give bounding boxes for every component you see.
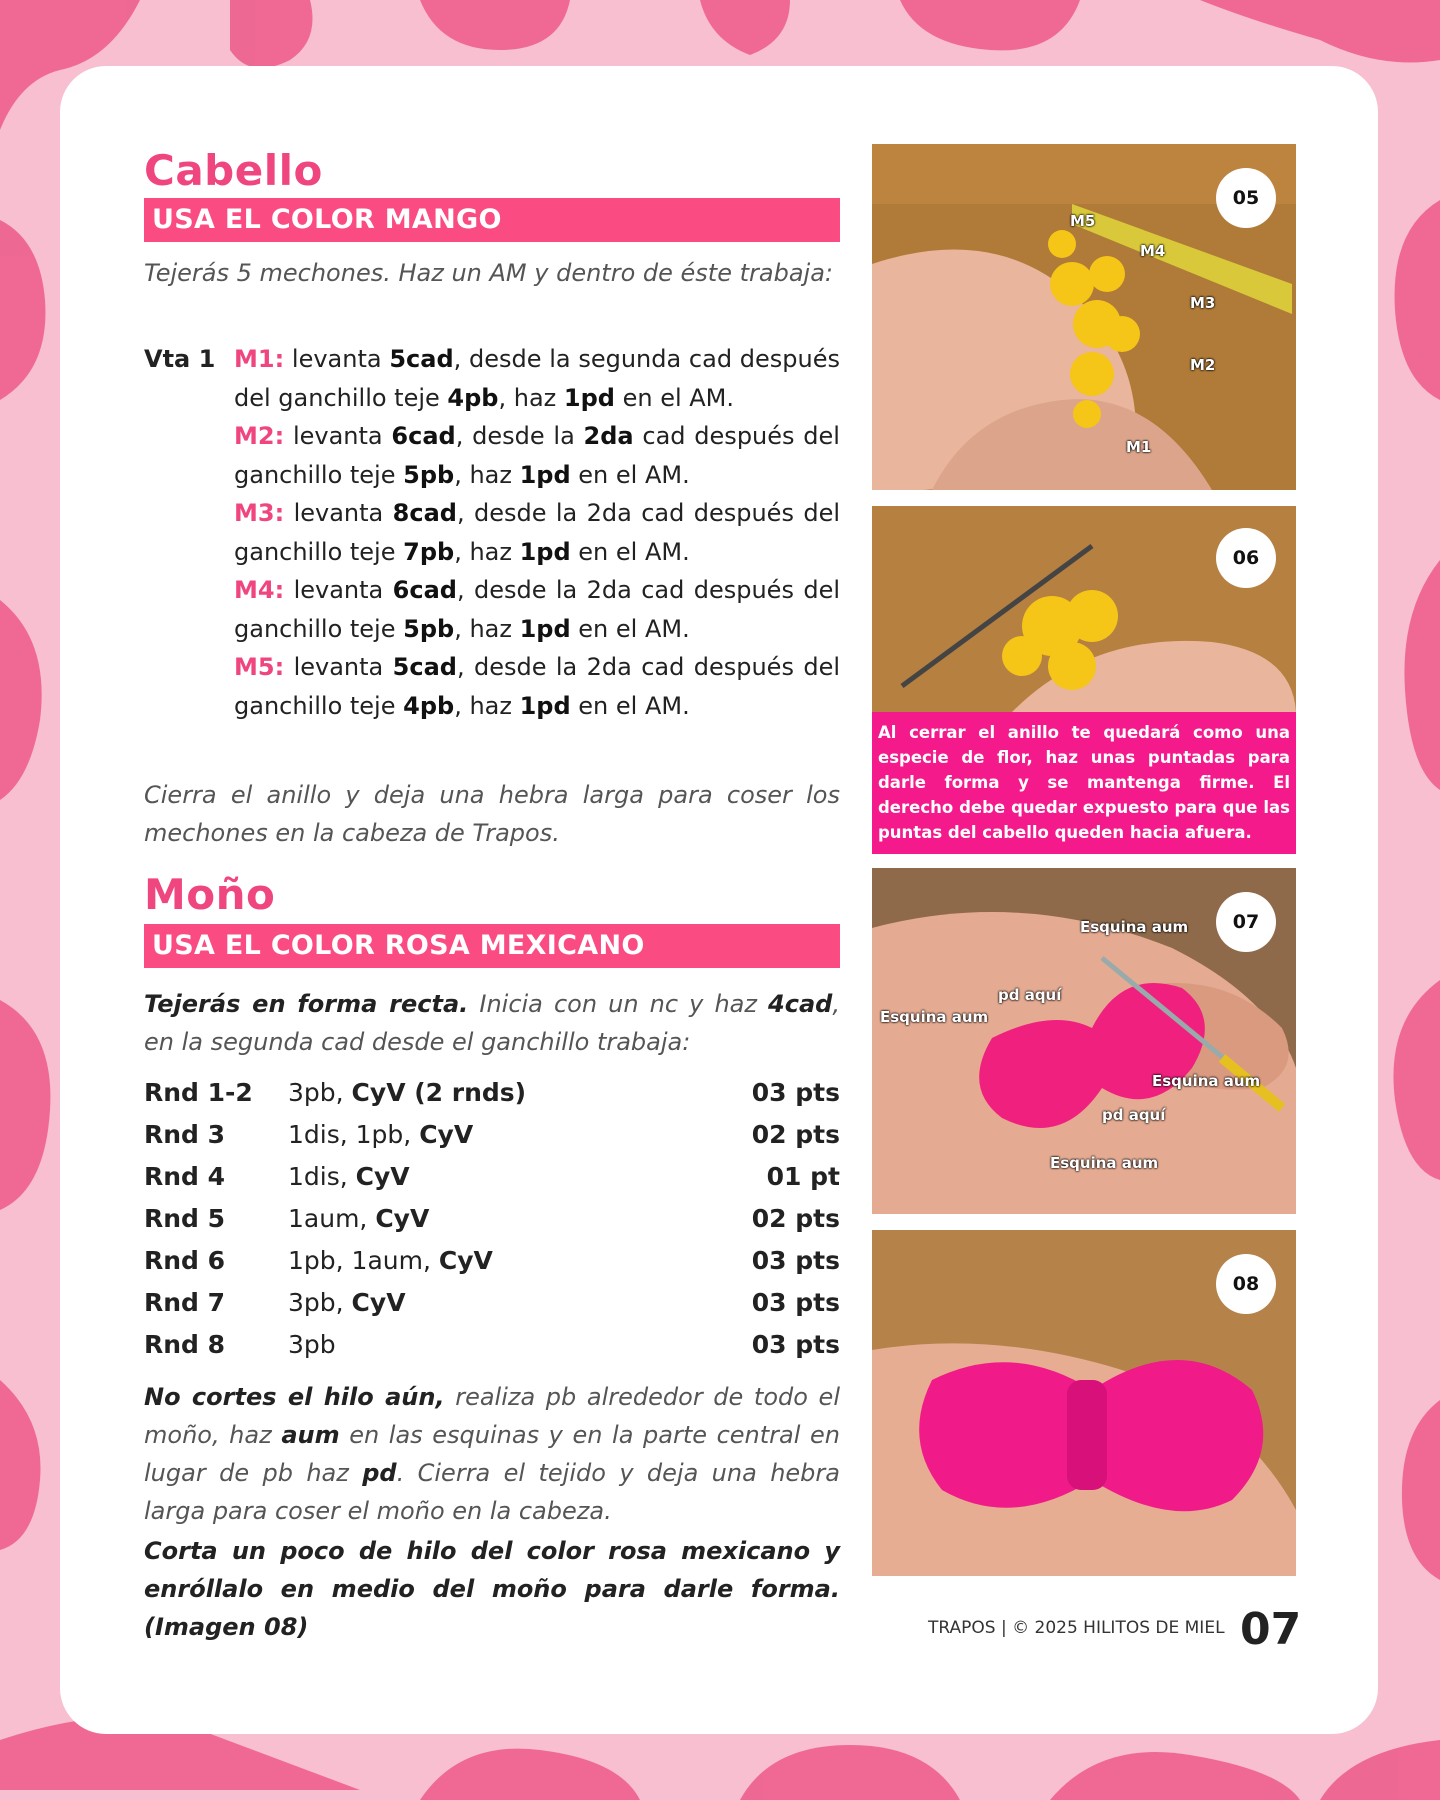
footer-copyright: TRAPOS | © 2025 HILITOS DE MIEL: [928, 1618, 1225, 1638]
photo-06: [872, 506, 1296, 712]
table-row: Rnd 3 1dis, 1pb, CyV 02 pts: [144, 1120, 840, 1149]
photo-badge-07: 07: [1216, 892, 1276, 952]
label-m5: M5: [1070, 212, 1096, 230]
table-row: Rnd 6 1pb, 1aum, CyV 03 pts: [144, 1246, 840, 1275]
section-title-mono: Moño: [144, 870, 276, 919]
photo-06-caption: Al cerrar el anillo te quedará como una especie de flor, haz unas puntadas para darle forma y se mantenga firme. El derecho debe quedar expuesto para que las puntas del cabello queden hacia afuera.: [872, 712, 1296, 854]
photo-badge-06: 06: [1216, 528, 1276, 588]
label-m4: M4: [1140, 242, 1166, 260]
cabello-intro: Tejerás 5 mechones. Haz un AM y dentro de éste trabaja:: [144, 259, 833, 287]
photo-badge-05: 05: [1216, 168, 1276, 228]
table-row: Rnd 1-2 3pb, CyV (2 rnds) 03 pts: [144, 1078, 840, 1107]
photo-05: [872, 144, 1296, 490]
label-pd-aqui-bottom: pd aquí: [1102, 1106, 1166, 1124]
mono-paragraph-2: Corta un poco de hilo del color rosa mexicano y enróllalo en medio del moño para darle forma. (Imagen 08): [144, 1537, 840, 1641]
label-m1: M1: [1126, 438, 1152, 456]
photo-07: [872, 868, 1296, 1214]
table-row: Rnd 8 3pb 03 pts: [144, 1330, 840, 1359]
label-esquina-aum-left: Esquina aum: [880, 1008, 989, 1026]
label-esquina-aum-right: Esquina aum: [1152, 1072, 1261, 1090]
page-number: 07: [1240, 1604, 1302, 1655]
table-row: Rnd 7 3pb, CyV 03 pts: [144, 1288, 840, 1317]
mechon-4: M4: levanta 6cad, desde la 2da cad después del ganchillo teje 5pb, haz 1pd en el AM.: [234, 576, 841, 643]
mono-intro: Tejerás en forma recta. Inicia con un nc y haz 4cad, en la segunda cad desde el ganchillo trabaja:: [144, 990, 840, 1056]
photo-badge-08: 08: [1216, 1254, 1276, 1314]
label-m3: M3: [1190, 294, 1216, 312]
label-m2: M2: [1190, 356, 1216, 374]
color-band-cabello: USA EL COLOR MANGO: [144, 198, 840, 242]
mechones-instructions: [234, 340, 840, 725]
label-esquina-aum-top: Esquina aum: [1080, 918, 1189, 936]
section-title-cabello: Cabello: [144, 146, 323, 195]
mechon-1: M1: levanta 5cad, desde la segunda cad después del ganchillo teje 4pb, haz 1pd en el AM.: [234, 345, 841, 412]
table-row: Rnd 4 1dis, CyV 01 pt: [144, 1162, 840, 1191]
mechon-5: M5: levanta 5cad, desde la 2da cad después del ganchillo teje 4pb, haz 1pd en el AM.: [234, 653, 841, 720]
color-band-mono: USA EL COLOR ROSA MEXICANO: [144, 924, 840, 968]
photo-08: [872, 1230, 1296, 1576]
mono-paragraph-1: No cortes el hilo aún, realiza pb alrededor de todo el moño, haz aum en las esquinas y en la parte central en lugar de pb haz pd. Cierra el tejido y deja una hebra larga para coser el moño en la cabeza.: [144, 1383, 841, 1525]
label-pd-aqui-top: pd aquí: [998, 986, 1062, 1004]
table-row: Rnd 5 1aum, CyV 02 pts: [144, 1204, 840, 1233]
vta-label: Vta 1: [144, 345, 216, 373]
cabello-closing: Cierra el anillo y deja una hebra larga para coser los mechones en la cabeza de Trapos.: [144, 781, 840, 847]
mechon-3: M3: levanta 8cad, desde la 2da cad después del ganchillo teje 7pb, haz 1pd en el AM.: [234, 499, 841, 566]
mechon-2: M2: levanta 6cad, desde la 2da cad después del ganchillo teje 5pb, haz 1pd en el AM.: [234, 422, 840, 489]
label-esquina-aum-bottom: Esquina aum: [1050, 1154, 1159, 1172]
